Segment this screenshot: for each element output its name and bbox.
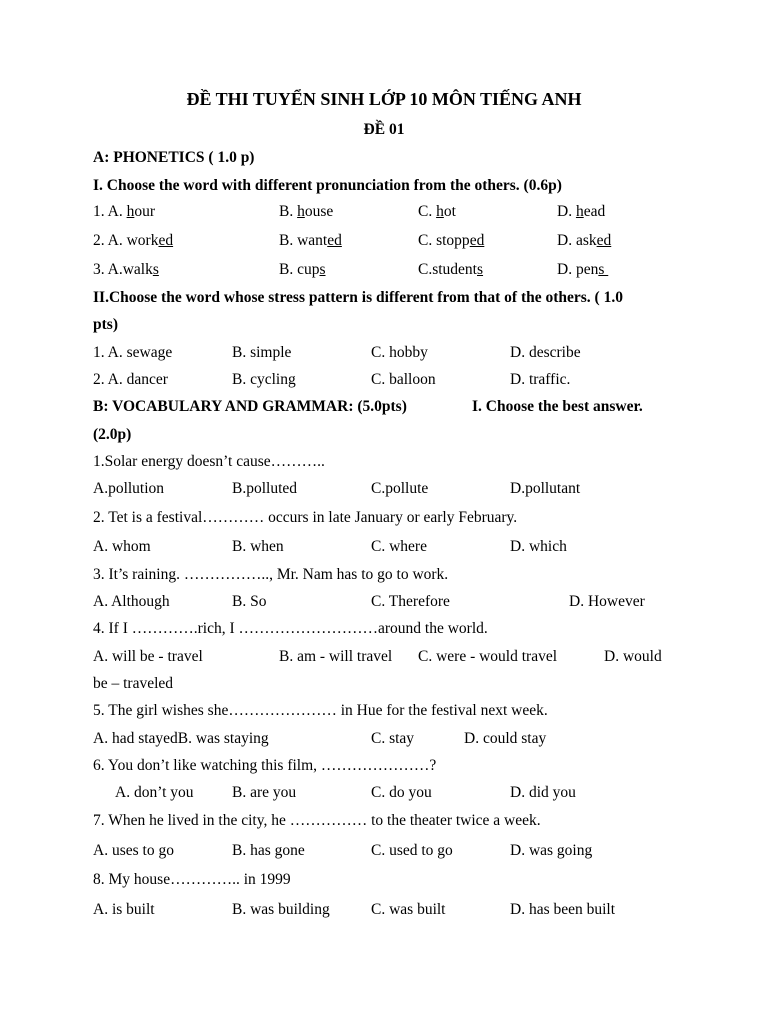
part2-heading-cont: pts) — [93, 316, 118, 333]
question-7-stem: 7. When he lived in the city, he …………… to the theater twice a week. — [93, 812, 541, 829]
question-2-option-c: C. where — [371, 538, 427, 555]
question-6-option-d: D. did you — [510, 784, 576, 801]
question-3-option-a: A. Although — [93, 593, 170, 610]
question-4-option-b: B. am - will travel — [279, 648, 393, 665]
question-8-option-c: C. was built — [371, 901, 446, 918]
question-2-option-d: D. which — [510, 538, 567, 555]
question-7-option-d: D. was going — [510, 842, 593, 859]
stress-q1-b: B. simple — [232, 344, 292, 361]
section-b-part1-heading: I. Choose the best answer. — [472, 398, 643, 415]
q1-option-d: D. head — [557, 203, 606, 220]
question-4-option-a: A. will be - travel — [93, 648, 203, 665]
q1-option-a: 1. A. hour — [93, 203, 156, 220]
stress-q2-a: 2. A. dancer — [93, 371, 168, 388]
question-1-option-a: A.pollution — [93, 480, 165, 497]
q2-option-d: D. asked — [557, 232, 612, 249]
stress-q2-b: B. cycling — [232, 371, 296, 388]
question-6-option-c: C. do you — [371, 784, 432, 801]
question-5-option-ab: A. had stayedB. was staying — [93, 730, 269, 747]
question-8-stem: 8. My house………….. in 1999 — [93, 871, 291, 888]
question-7-option-a: A. uses to go — [93, 842, 174, 859]
question-2-option-b: B. when — [232, 538, 284, 555]
question-6-stem: 6. You don’t like watching this film, …………………? — [93, 757, 437, 774]
q1-option-b: B. house — [279, 203, 334, 220]
q3-option-d: D. pens — [557, 261, 609, 278]
question-4-option-c: C. were - would travel — [418, 648, 558, 665]
question-3-option-c: C. Therefore — [371, 593, 450, 610]
question-4-stem: 4. If I ………….rich, I ………………………around the world. — [93, 620, 488, 637]
question-5-option-d: D. could stay — [464, 730, 547, 747]
stress-q1-d: D. describe — [510, 344, 581, 361]
question-8-option-a: A. is built — [93, 901, 155, 918]
part2-heading: II.Choose the word whose stress pattern is different from that of the others. ( 1.0 — [93, 289, 623, 306]
stress-q2-c: C. balloon — [371, 371, 436, 388]
question-1-option-d: D.pollutant — [510, 480, 581, 497]
section-a-heading: A: PHONETICS ( 1.0 p) — [93, 149, 255, 166]
question-7-option-c: C. used to go — [371, 842, 453, 859]
q3-option-a: 3. A.walks — [93, 261, 159, 278]
question-6-option-a: A. don’t you — [115, 784, 194, 801]
q2-option-b: B. wanted — [279, 232, 342, 249]
q3-option-c: C.students — [418, 261, 484, 278]
question-1-option-c: C.pollute — [371, 480, 429, 497]
q2-option-a: 2. A. worked — [93, 232, 174, 249]
stress-q1-c: C. hobby — [371, 344, 428, 361]
page-title: ĐỀ THI TUYỂN SINH LỚP 10 MÔN TIẾNG ANH — [186, 89, 582, 109]
question-4-option-d: D. would — [604, 648, 662, 665]
q2-option-c: C. stopped — [418, 232, 485, 249]
question-4-option-d-cont: be – traveled — [93, 675, 174, 692]
stress-q2-d: D. traffic. — [510, 371, 571, 388]
question-3-option-b: B. So — [232, 593, 267, 610]
section-b-heading: B: VOCABULARY AND GRAMMAR: (5.0pts) — [93, 398, 407, 415]
question-1-option-b: B.polluted — [232, 480, 298, 497]
exam-number: ĐỀ 01 — [363, 121, 405, 138]
question-5-option-c: C. stay — [371, 730, 415, 747]
question-6-option-b: B. are you — [232, 784, 297, 801]
question-2-option-a: A. whom — [93, 538, 151, 555]
question-3-stem: 3. It’s raining. …………….., Mr. Nam has to go to work. — [93, 566, 449, 583]
question-5-stem: 5. The girl wishes she………………… in Hue for the festival next week. — [93, 702, 548, 719]
question-8-option-b: B. was building — [232, 901, 330, 918]
question-1-stem: 1.Solar energy doesn’t cause……….. — [93, 453, 325, 470]
part1-heading: I. Choose the word with different pronunciation from the others. (0.6p) — [93, 177, 562, 194]
question-2-stem: 2. Tet is a festival………… occurs in late January or early February. — [93, 509, 518, 526]
question-7-option-b: B. has gone — [232, 842, 305, 859]
section-b-points: (2.0p) — [93, 426, 132, 443]
question-3-option-d: D. However — [569, 593, 645, 610]
q1-option-c: C. hot — [418, 203, 456, 220]
question-8-option-d: D. has been built — [510, 901, 616, 918]
stress-q1-a: 1. A. sewage — [93, 344, 173, 361]
q3-option-b: B. cups — [279, 261, 326, 278]
